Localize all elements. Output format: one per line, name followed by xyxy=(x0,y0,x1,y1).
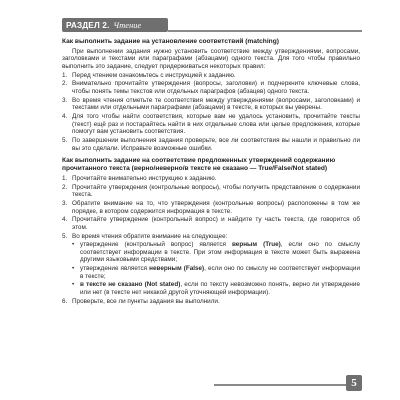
step-number: 4. xyxy=(62,113,68,121)
bullet-post: , если оно по смыслу не соответствует информации в тексте; xyxy=(80,265,361,280)
footer-rule xyxy=(214,384,346,386)
tf-step xyxy=(62,233,360,241)
step-number: 4. xyxy=(62,216,68,224)
header-rule xyxy=(168,30,362,32)
step-number: 3. xyxy=(62,96,68,104)
step-text: Перед чтением ознакомьтесь с инструкцией к заданию. xyxy=(72,71,236,79)
page-content xyxy=(62,38,360,306)
step-text: Внимательно прочитайте утверждения (вопросы, заголовки) и подчеркните ключевые слова, чтобы понять темы текстов или отдельных параграфов (абзацев) одного текста. xyxy=(72,80,360,96)
bullet-term: в тексте не сказано (Not stated) xyxy=(80,281,181,289)
step-text: Прочитайте утверждения (контрольные вопросы), чтобы получить представление о содержании текста. xyxy=(72,183,360,199)
step-text: Обратите внимание на то, что утверждения (контрольные вопросы) расположены в том же порядке, в котором содержится информация в тексте. xyxy=(72,199,360,215)
bullet-mark: • xyxy=(72,265,75,273)
matching-title: Как выполнить задание на установление соответствий (matching) xyxy=(62,38,279,45)
page-number: 5 xyxy=(346,375,362,391)
step-number: 1. xyxy=(62,71,68,79)
section-label: РАЗДЕЛ 2. xyxy=(66,20,110,30)
step-text: Проверьте, все ли пункты задания вы выполнили. xyxy=(72,297,220,305)
step-number: 2. xyxy=(62,183,68,191)
bullet-pre: утверждение (контрольный вопрос) является xyxy=(80,241,232,249)
bullet-post: , если оно по смыслу соответствует информации в тексте. При этом информация в тексте может быть выражена другими языковыми средствами; xyxy=(80,241,361,264)
section-header xyxy=(62,18,362,32)
true-false-title: Как выполнить задание на соответствие предложенных утверждений содержанию прочитанного текста (верно/неверно/в тексте не сказано — True/False/Not stated) xyxy=(62,157,336,173)
step-number: 6. xyxy=(62,297,68,305)
subsection-label: Чтение xyxy=(113,21,142,30)
matching-step xyxy=(62,72,360,80)
step-text: По завершении выполнения задания проверьте, все ли соответствия вы нашли и правильно ли вы это сделали. Исправьте возможные ошибки. xyxy=(72,137,360,152)
bullet-term: неверным (False) xyxy=(149,265,205,273)
bullet-pre: утверждение является xyxy=(80,265,150,273)
tf-step xyxy=(62,184,360,199)
tf-bullet xyxy=(62,241,360,264)
tf-step xyxy=(62,216,360,231)
bullet-term: верным (True) xyxy=(231,241,281,249)
step-text: Во время чтения обратите внимание на следующее: xyxy=(72,232,228,240)
matching-step xyxy=(62,113,360,136)
step-number: 2. xyxy=(62,80,68,88)
bullet-mark: • xyxy=(72,281,75,289)
step-text: Прочитайте утверждение (контрольный вопрос) и найдите ту часть текста, где говорится об этом. xyxy=(72,216,360,231)
step-text: Для того чтобы найти соответствия, которые вам не удалось установить, прочитайте тексты (текст) ещё раз и постарайтесь найти в них отдельные слова или целые предложения, которые помогут вам установить соответствия. xyxy=(72,113,360,136)
bullet-post: , если по тексту невозможно понять, верно ли утверждение или нет (в тексте нет никакой другой уточняющей информации). xyxy=(80,281,360,297)
bullet-mark: • xyxy=(72,241,75,249)
section-tab xyxy=(62,18,168,32)
matching-intro: При выполнении задания нужно установить соответствие между утверждениями, вопросами, заголовками и текстами или параграфами (абзацами) одного текста. Для того чтобы правильно выполнить это задание, следует придерживаться некоторых правил: xyxy=(62,47,360,71)
step-text: Прочитайте внимательно инструкцию к заданию. xyxy=(72,174,217,182)
tf-step xyxy=(62,200,360,215)
tf-step xyxy=(62,175,360,183)
step-number: 3. xyxy=(62,199,68,207)
step-number: 1. xyxy=(62,174,68,182)
tf-step xyxy=(62,298,360,306)
matching-step xyxy=(62,137,360,152)
step-text: Во время чтения отметьте те соответствия между утверждениями (вопросами, заголовками) и текстами или отдельными параграфами (абзацами) в тексте, в которых вы уверены. xyxy=(72,96,360,112)
tf-bullet xyxy=(62,281,360,296)
tf-bullet xyxy=(62,265,360,280)
matching-step xyxy=(62,97,360,112)
step-number: 5. xyxy=(62,232,68,240)
matching-step xyxy=(62,80,360,95)
step-number: 5. xyxy=(62,137,68,145)
